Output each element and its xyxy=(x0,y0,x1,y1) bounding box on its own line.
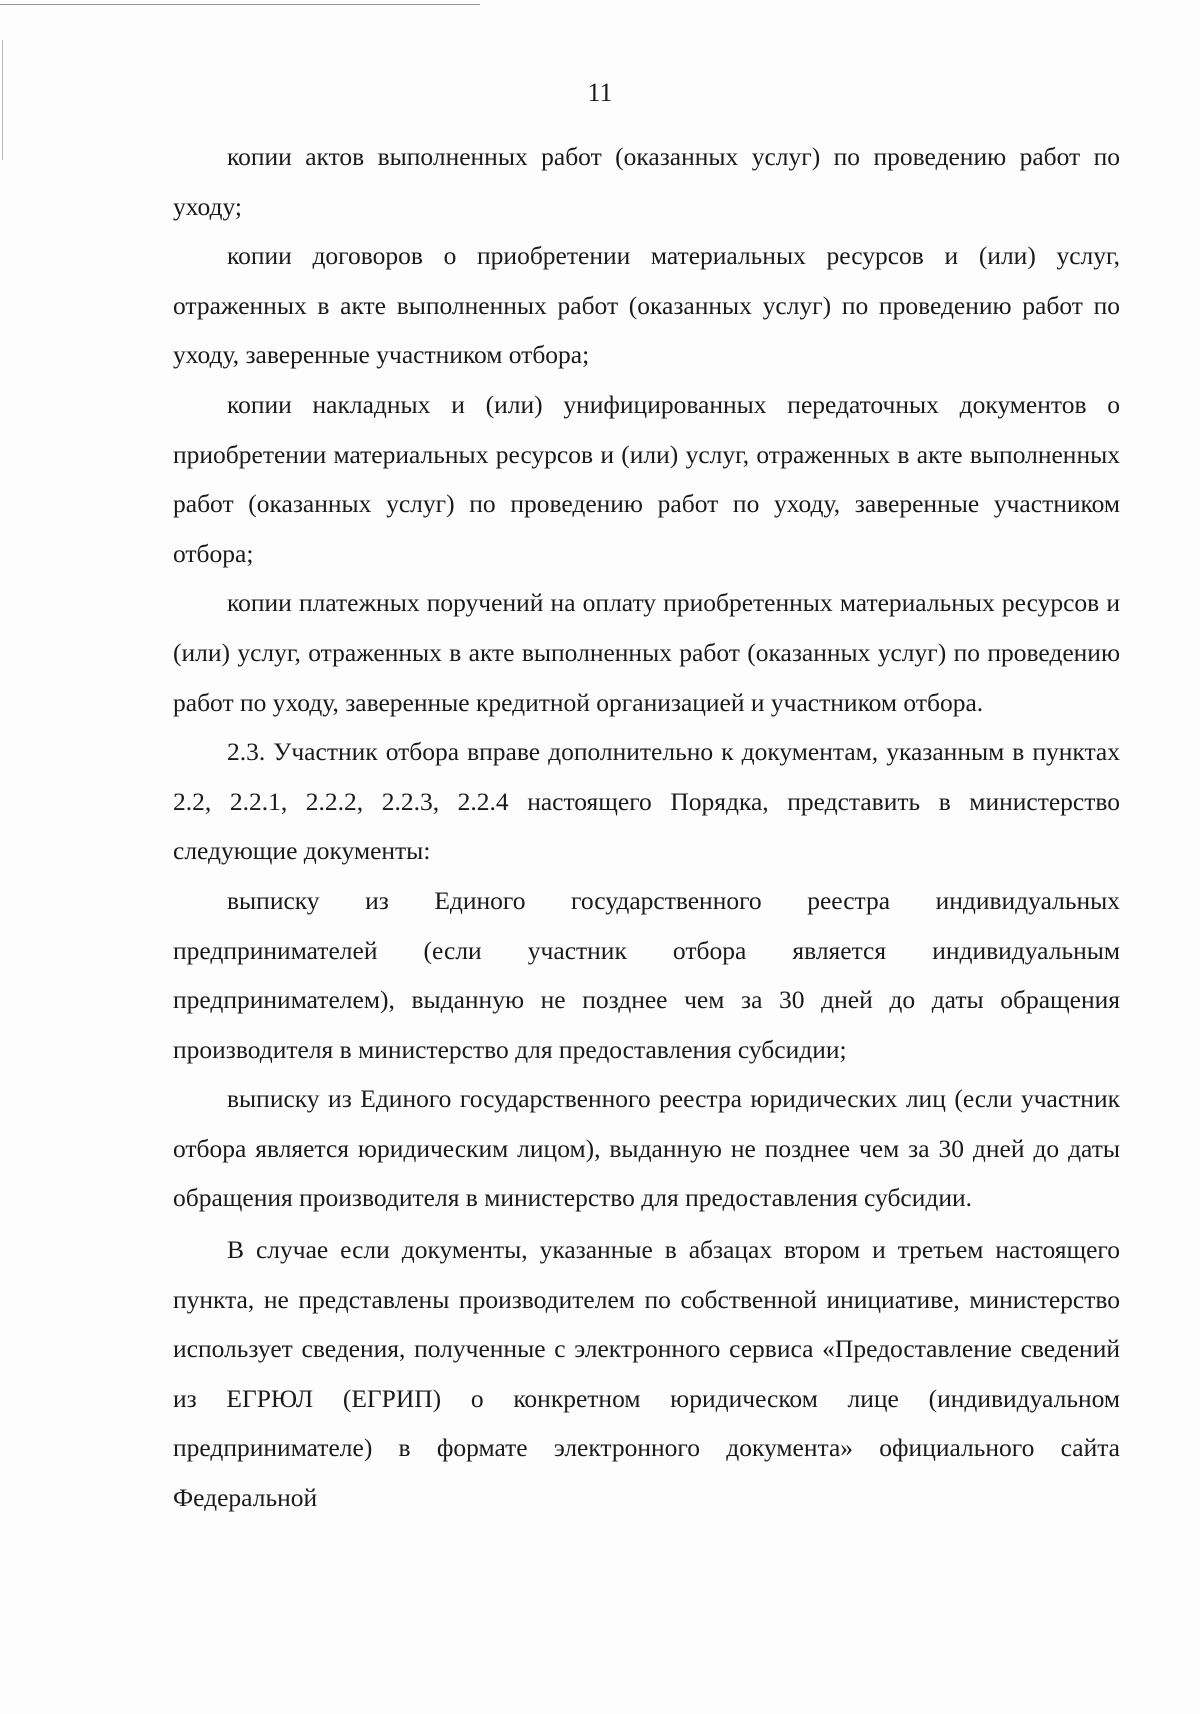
paragraph-section-2-3: 2.3. Участник отбора вправе дополнительно к документам, указанным в пунктах 2.2, 2.2.1, 2.2.2, 2.2.3, 2.2.4 настоящего Порядка, представить в министерство следующие документы: xyxy=(173,737,1120,866)
paragraph-payment-orders-copies: копии платежных поручений на оплату приобретенных материальных ресурсов и (или) услуг, отраженных в акте выполненных работ (оказанных услуг) по проведению работ по уходу, заверенные кредитной организацией и участником отбора. xyxy=(173,588,1120,717)
scan-artifact-line xyxy=(0,4,480,5)
paragraph-egrip-extract: выписку из Единого государственного реестра индивидуальных предпринимателей (если участник отбора является индивидуальным предпринимателем), выданную не позднее чем за 30 дней до даты обращения производителя в министерство для предоставления субсидии; xyxy=(173,885,1120,1064)
page-number: 11 xyxy=(587,78,613,107)
paragraph-egrul-extract: выписку из Единого государственного реестра юридических лиц (если участник отбора является юридическим лицом), выданную не позднее чем за 30 дней до даты обращения производителя в министерство для предоставления субсидии. xyxy=(173,1084,1120,1213)
paragraph-electronic-service: В случае если документы, указанные в абзацах втором и третьем настоящего пункта, не представлены производителем по собственной инициативе, министерство использует сведения, полученные с электронного сервиса «Предоставление сведений из ЕГРЮЛ (ЕГРИП) о конкретном юридическом лице (индивидуальном предпринимателе) в формате электронного документа» официального сайта Федеральной xyxy=(173,1235,1120,1513)
paragraph-acts-copies: копии актов выполненных работ (оказанных услуг) по проведению работ по уходу; xyxy=(173,142,1120,221)
document-body xyxy=(173,132,1120,1523)
paragraph-invoices-copies: копии накладных и (или) унифицированных передаточных документов о приобретении материальных ресурсов и (или) услуг, отраженных в акте выполненных работ (оказанных услуг) по проведению работ по уходу, заверенные участником отбора; xyxy=(173,389,1120,568)
paragraph-contracts-copies: копии договоров о приобретении материальных ресурсов и (или) услуг, отраженных в акте выполненных работ (оказанных услуг) по проведению работ по уходу, заверенные участником отбора; xyxy=(173,241,1120,370)
